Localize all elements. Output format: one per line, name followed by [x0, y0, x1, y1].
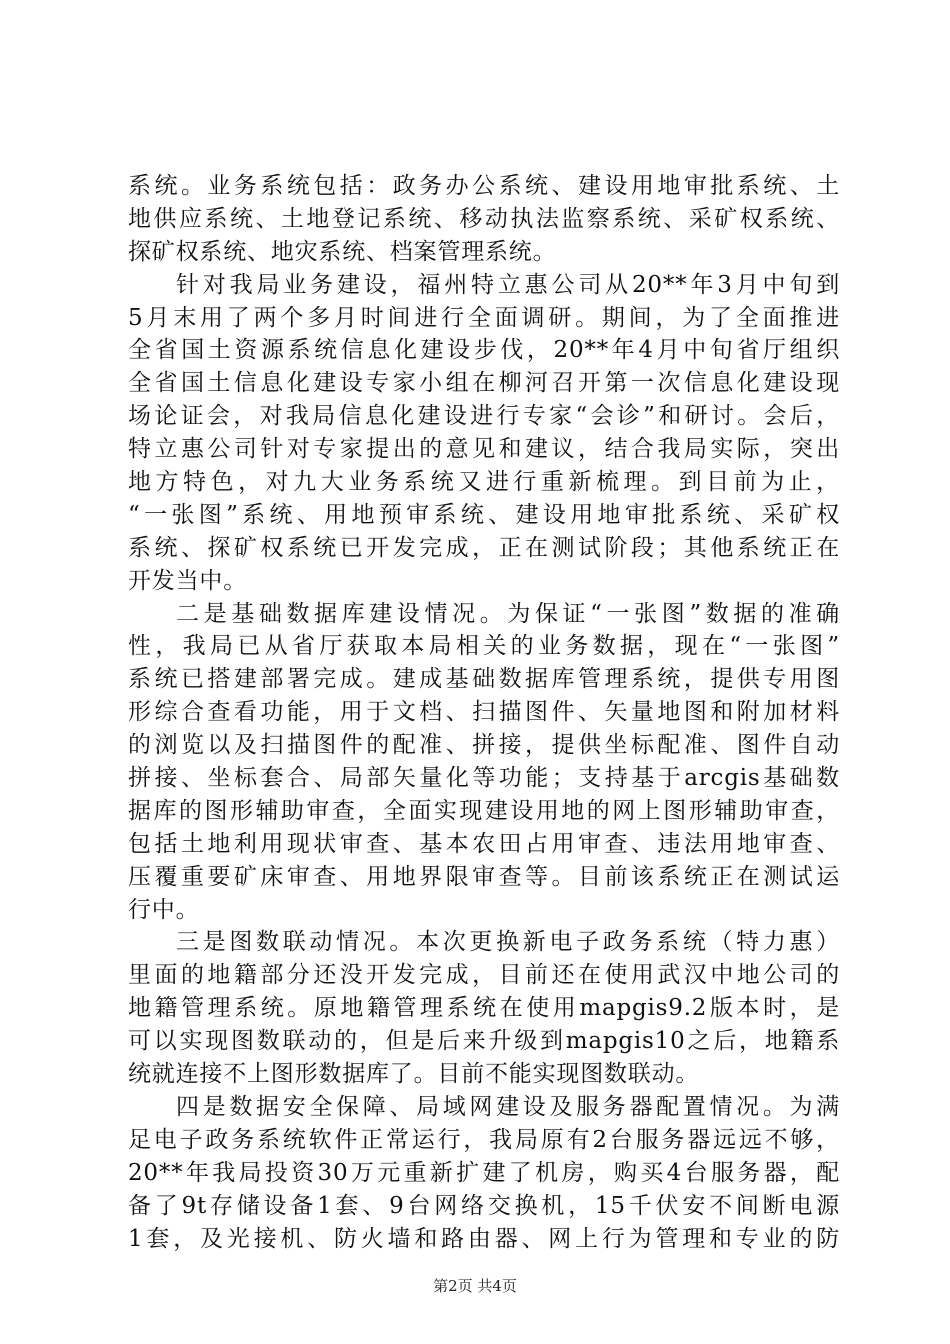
paragraph-start-line: 三是图数联动情况。本次更换新电子政务系统（特力惠）	[176, 929, 840, 956]
page-number-label: 第2页 共4页	[433, 1277, 517, 1295]
text-line: 系统已搭建部署完成。建成基础数据库管理系统，提供专用图	[128, 666, 840, 693]
text-line: 行中。	[128, 896, 200, 923]
text-line: 地方特色，对九大业务系统又进行重新梳理。到目前为止，	[128, 469, 840, 496]
text-line: 里面的地籍部分还没开发完成，目前还在使用武汉中地公司的	[128, 962, 840, 989]
text-line: 5月末用了两个多月时间进行全面调研。期间，为了全面推进	[128, 304, 840, 331]
text-line: 包括土地利用现状审查、基本农田占用审查、违法用地审查、	[128, 830, 840, 857]
text-line: 探矿权系统、地灾系统、档案管理系统。	[128, 238, 557, 265]
paragraph-start-line: 四是数据安全保障、局域网建设及服务器配置情况。为满	[176, 1093, 840, 1120]
text-line: 系统、探矿权系统已开发完成，正在测试阶段；其他系统正在	[128, 534, 840, 561]
text-line: 拼接、坐标套合、局部矢量化等功能；支持基于arcgis基础数	[128, 765, 840, 792]
text-line: 开发当中。	[128, 567, 247, 594]
text-line: 全省国土资源系统信息化建设步伐，20**年4月中旬省厅组织	[128, 337, 840, 364]
text-line: 的浏览以及扫描图件的配准、拼接，提供坐标配准、图件自动	[128, 732, 840, 759]
text-line: 20**年我局投资30万元重新扩建了机房，购买4台服务器，配	[128, 1159, 840, 1186]
text-line: 场论证会，对我局信息化建设进行专家“会诊”和研讨。会后，	[128, 403, 840, 430]
paragraph-start-line: 针对我局业务建设，福州特立惠公司从20**年3月中旬到	[176, 271, 840, 298]
text-line: 地籍管理系统。原地籍管理系统在使用mapgis9.2版本时，是	[128, 995, 840, 1022]
text-line: 系统。业务系统包括：政务办公系统、建设用地审批系统、土	[128, 173, 840, 199]
text-line: 统就连接不上图形数据库了。目前不能实现图数联动。	[128, 1061, 700, 1088]
text-line: 压覆重要矿床审查、用地界限审查等。目前该系统正在测试运	[128, 863, 840, 890]
text-line: 地供应系统、土地登记系统、移动执法监察系统、采矿权系统、	[128, 205, 840, 232]
text-line: 据库的图形辅助审查，全面实现建设用地的网上图形辅助审查，	[128, 797, 840, 824]
text-line: “一张图”系统、用地预审系统、建设用地审批系统、采矿权	[128, 501, 840, 528]
body-text	[128, 170, 840, 1255]
text-line: 可以实现图数联动的，但是后来升级到mapgis10之后，地籍系	[128, 1028, 840, 1055]
text-line: 全省国土信息化建设专家小组在柳河召开第一次信息化建设现	[128, 370, 840, 397]
page-footer	[0, 1275, 950, 1296]
text-line: 足电子政务系统软件正常运行，我局原有2台服务器远远不够，	[128, 1126, 840, 1153]
text-line: 备了9t存储设备1套、9台网络交换机，15千伏安不间断电源	[128, 1192, 840, 1219]
text-line: 性，我局已从省厅获取本局相关的业务数据，现在“一张图”	[128, 633, 840, 660]
text-line: 特立惠公司针对专家提出的意见和建议，结合我局实际，突出	[128, 436, 840, 463]
text-line: 1套，及光接机、防火墙和路由器、网上行为管理和专业的防	[128, 1225, 840, 1252]
text-line: 形综合查看功能，用于文档、扫描图件、矢量地图和附加材料	[128, 699, 840, 726]
paragraph-start-line: 二是基础数据库建设情况。为保证“一张图”数据的准确	[176, 600, 840, 627]
